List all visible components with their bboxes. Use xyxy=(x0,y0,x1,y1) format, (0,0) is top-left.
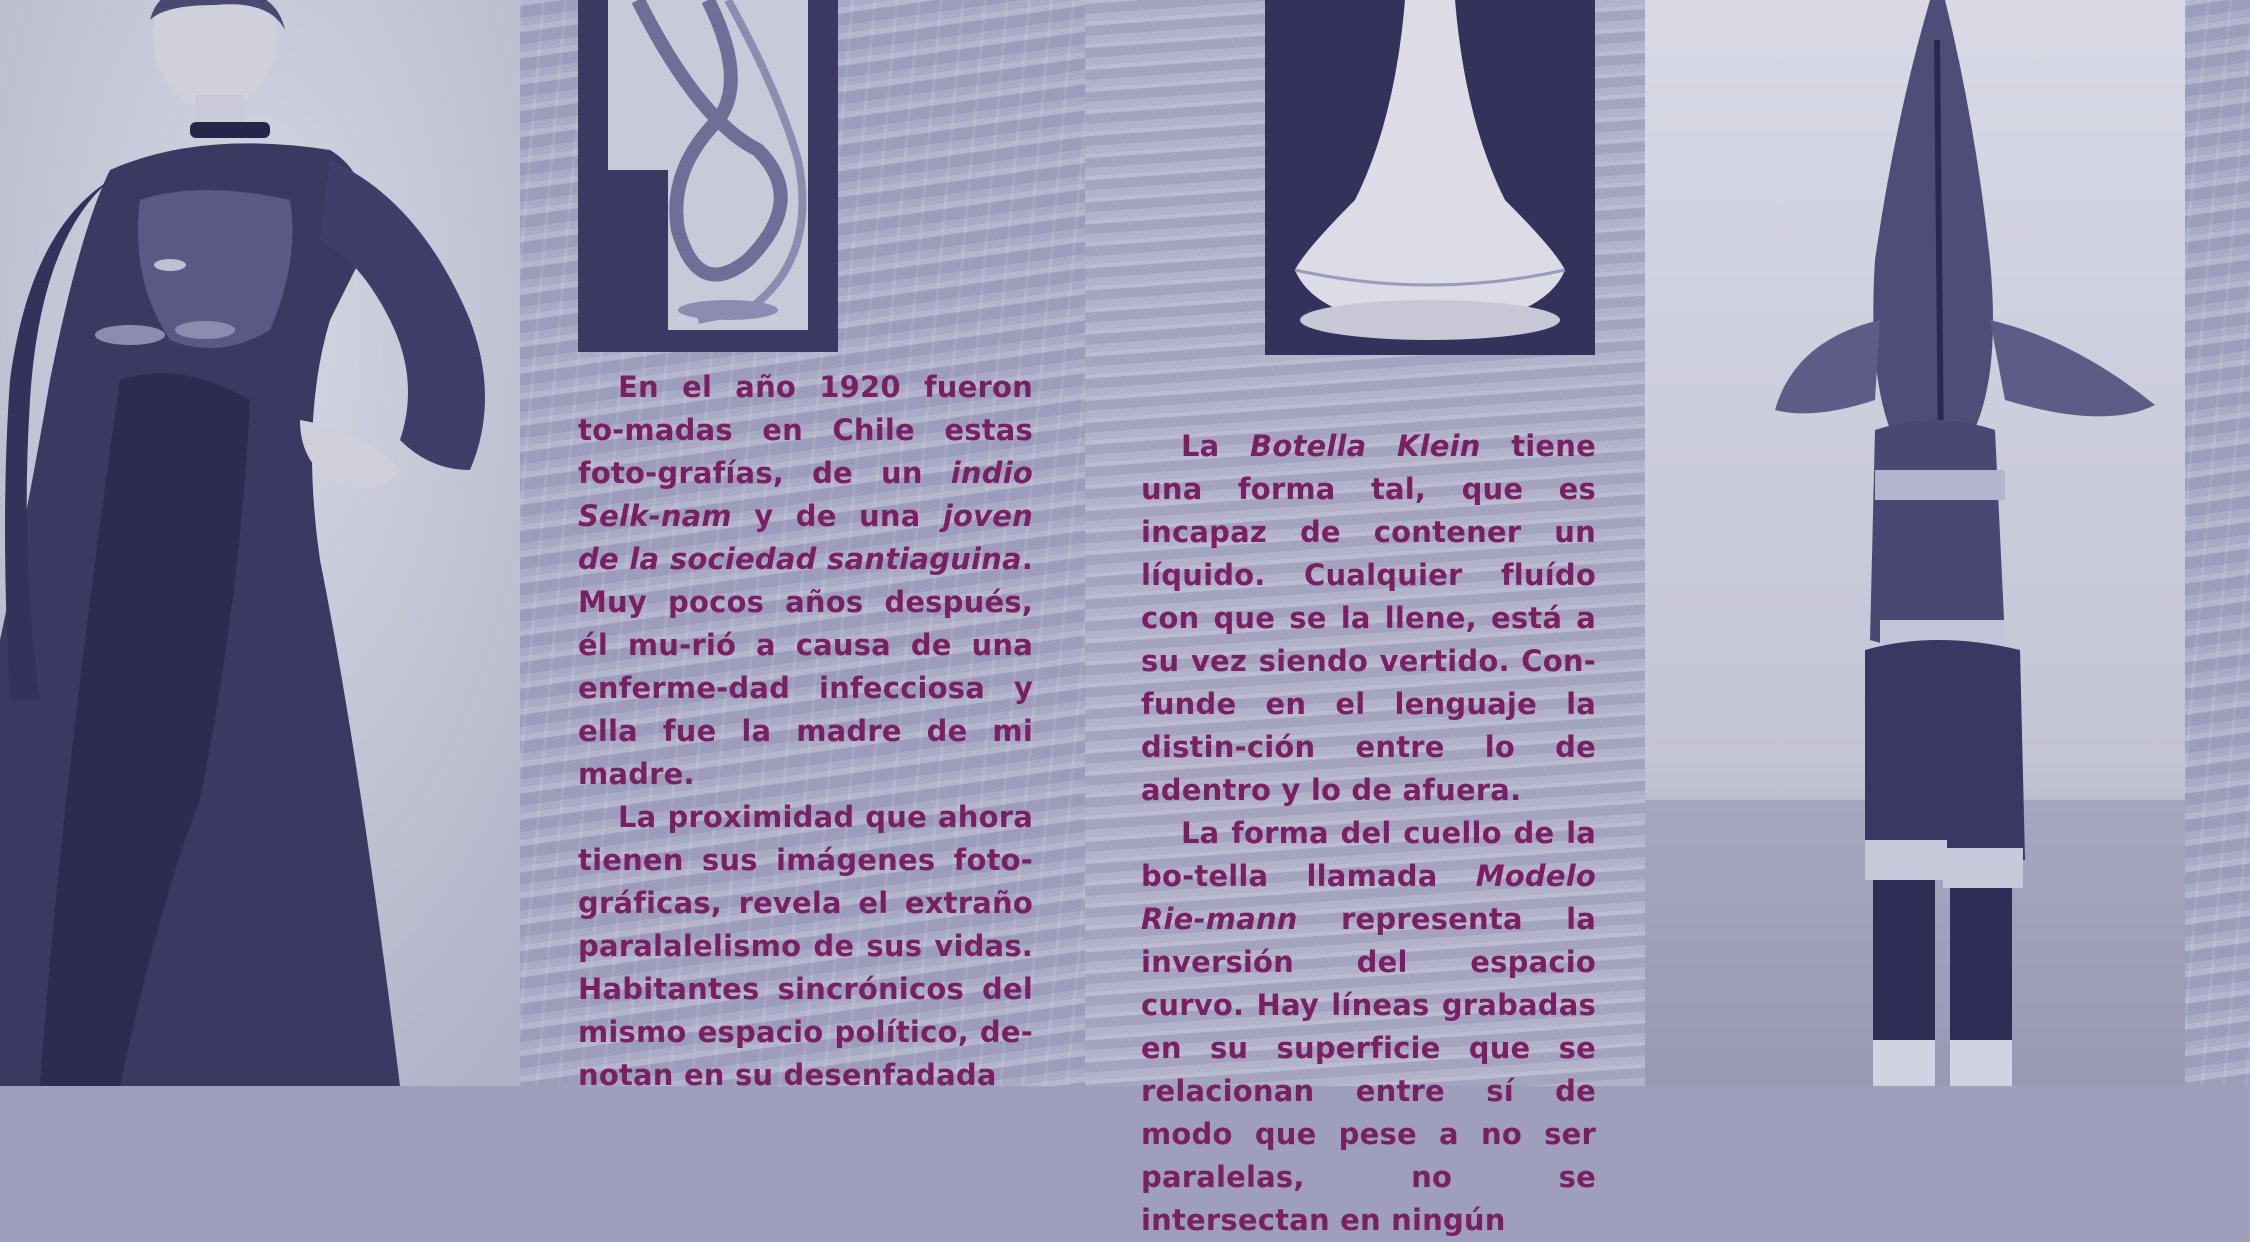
woman-portrait-photo xyxy=(0,0,520,1086)
water-strip-panel xyxy=(2185,0,2250,1086)
text-panel-klein xyxy=(1085,0,1645,1237)
paragraph-block-2 xyxy=(1141,425,1596,1242)
paragraph-block-1 xyxy=(578,366,1033,1097)
glass-object-photo xyxy=(578,0,838,352)
text-segment: En el año 1920 fueron to-madas en Chile estas foto-grafías, de un xyxy=(578,370,1033,490)
text-segment: La xyxy=(1181,429,1251,463)
emphasis-joven: joven de la sociedad santiaguina xyxy=(578,499,1033,576)
paragraph-4 xyxy=(1141,812,1596,1242)
emphasis-modelo-riemann: Modelo Rie-mann xyxy=(1141,859,1596,936)
woman-portrait-panel xyxy=(0,0,520,1086)
text-segment: La forma del cuello de la bo-tella llamada xyxy=(1141,816,1596,893)
emphasis-botella-klein: Botella Klein xyxy=(1250,429,1481,463)
paragraph-1 xyxy=(578,366,1033,796)
text-segment: . Muy pocos años después, él mu-rió a causa de una enferme-dad infecciosa y ella fue la madre de mi madre. xyxy=(578,542,1033,791)
emphasis-selknam: indio Selk-nam xyxy=(578,456,1033,533)
paragraph-3 xyxy=(1141,425,1596,812)
text-segment: y de una xyxy=(731,499,943,533)
selknam-figure-photo xyxy=(1645,0,2185,1086)
klein-bottle-photo xyxy=(1265,0,1595,355)
selknam-figure-panel xyxy=(1645,0,2185,1086)
text-segment: representa la inversión del espacio curvo. Hay líneas grabadas en su superficie que se relacionan entre sí de modo que pese a no ser paralelas, no se intersectan en ningún xyxy=(1141,902,1596,1237)
text-panel-selknam xyxy=(520,0,1085,1092)
paragraph-2: La proximidad que ahora tienen sus imágenes foto-gráficas, revela el extraño paralalelismo de sus vidas. Habitantes sincrónicos del mismo espacio político, de-notan en su desenfadada xyxy=(578,800,1033,1092)
text-segment: tiene una forma tal, que es incapaz de contener un líquido. Cualquier fluído con que se la llene, está a su vez siendo vertido. Con-funde en el lenguaje la distin-ción entre lo de adentro y lo de afuera. xyxy=(1141,429,1596,807)
